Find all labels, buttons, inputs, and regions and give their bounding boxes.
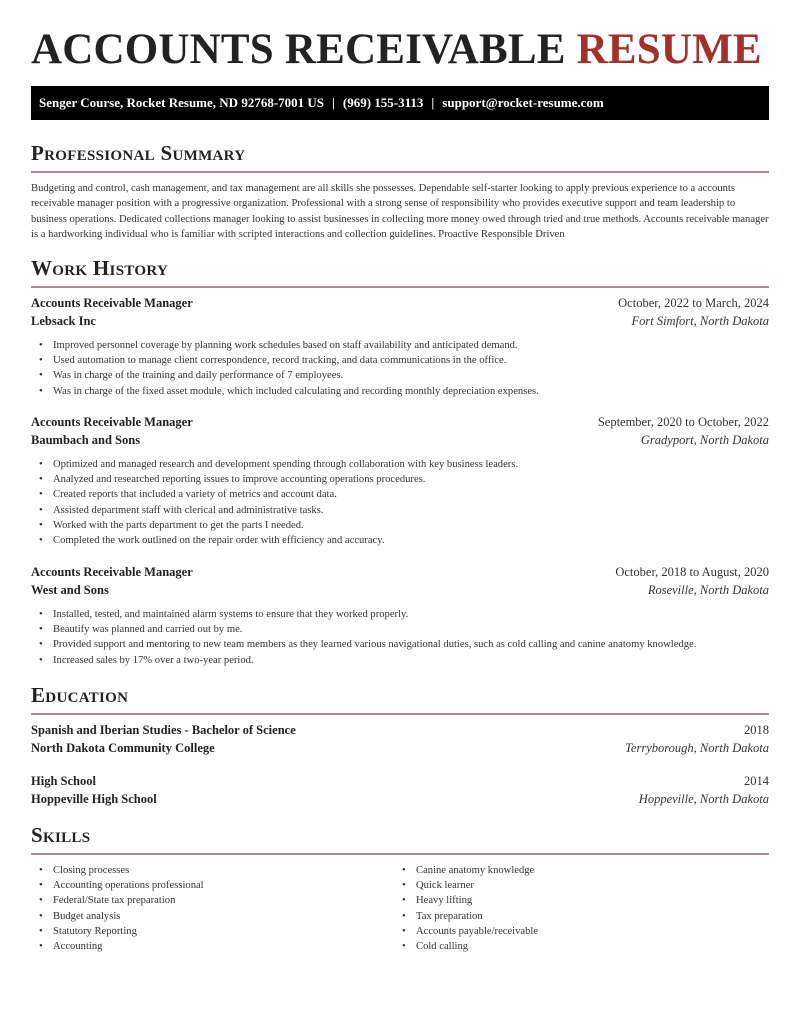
job-bullet: • Beautify was planned and carried out by me. bbox=[31, 622, 769, 637]
job-bullet: • Analyzed and researched reporting issues to improve accounting operations procedures. bbox=[31, 472, 769, 487]
job-bullet: • Completed the work outlined on the repair order with efficiency and accuracy. bbox=[31, 533, 769, 548]
skills-list-right bbox=[394, 863, 757, 954]
job-entry bbox=[31, 415, 769, 548]
education-degree: High School bbox=[31, 774, 96, 788]
job-entry bbox=[31, 565, 769, 668]
skills-heading: Skills bbox=[31, 823, 91, 847]
job-bullets bbox=[31, 457, 769, 548]
job-title: Accounts Receivable Manager bbox=[31, 296, 193, 310]
job-company: Lebsack Inc bbox=[31, 314, 96, 328]
job-bullet: • Improved personnel coverage by planning work schedules based on staff availability and anticipated demand. bbox=[31, 338, 769, 353]
title-main: ACCOUNTS RECEIVABLE bbox=[31, 26, 566, 73]
education-school: Hoppeville High School bbox=[31, 792, 157, 806]
resume-title bbox=[31, 28, 762, 71]
education-year: 2018 bbox=[744, 723, 769, 737]
job-title: Accounts Receivable Manager bbox=[31, 565, 193, 579]
job-dates: October, 2022 to March, 2024 bbox=[618, 296, 769, 310]
job-bullet: • Used automation to manage client correspondence, record tracking, and data communications in the office. bbox=[31, 353, 769, 368]
contact-bar bbox=[31, 86, 769, 120]
section-divider bbox=[31, 171, 769, 173]
contact-address: Senger Course, Rocket Resume, ND 92768-7001 US bbox=[39, 95, 325, 110]
job-location: Gradyport, North Dakota bbox=[640, 433, 769, 447]
job-company: Baumbach and Sons bbox=[31, 433, 141, 447]
skill-item: • Accounts payable/receivable bbox=[394, 924, 757, 939]
skill-item: • Statutory Reporting bbox=[31, 924, 394, 939]
skill-item: • Heavy lifting bbox=[394, 893, 757, 908]
section-divider bbox=[31, 713, 769, 715]
skill-item: • Tax preparation bbox=[394, 909, 757, 924]
skills-section bbox=[31, 825, 769, 954]
skills-columns bbox=[31, 863, 769, 954]
work-history-heading: Work History bbox=[31, 256, 169, 280]
job-bullet: • Worked with the parts department to get the parts I needed. bbox=[31, 518, 769, 533]
work-history-section bbox=[31, 258, 769, 288]
job-bullet: • Was in charge of the fixed asset module, which included calculating and recording monthly depreciation expenses. bbox=[31, 384, 769, 399]
job-bullet: • Installed, tested, and maintained alarm systems to ensure that they worked properly. bbox=[31, 607, 769, 622]
contact-email[interactable]: support@rocket-resume.com bbox=[442, 95, 604, 110]
skill-item: • Accounting bbox=[31, 939, 394, 954]
education-school: North Dakota Community College bbox=[31, 741, 215, 755]
section-divider bbox=[31, 853, 769, 855]
summary-heading: Professional Summary bbox=[31, 141, 246, 165]
job-bullets bbox=[31, 338, 769, 399]
job-bullet: • Created reports that included a variety of metrics and account data. bbox=[31, 487, 769, 502]
education-location: Terryborough, North Dakota bbox=[625, 741, 769, 755]
summary-text: Budgeting and control, cash management, and tax management are all skills she possesses. Dependable self-starter looking to apply previous experience to a accounts receivable manager position with a progressive organization. Professional with a strong sense of responsibility who provides executive support and team leadership to business operations. Dedicated collections manager looking to assist businesses in collecting more money owed through tried and true methods. Accounts receivable manager is a hardworking individual who is familiar with scripted interactions and collection guidelines. Proactive Responsible Driven bbox=[31, 183, 769, 240]
skill-item: • Closing processes bbox=[31, 863, 394, 878]
job-dates: October, 2018 to August, 2020 bbox=[615, 565, 769, 579]
skill-item: • Federal/State tax preparation bbox=[31, 893, 394, 908]
title-accent: RESUME bbox=[576, 26, 762, 73]
education-entry bbox=[31, 774, 769, 810]
education-entry bbox=[31, 723, 769, 759]
summary-section bbox=[31, 143, 769, 242]
contact-separator: | bbox=[332, 95, 335, 110]
skill-item: • Canine anatomy knowledge bbox=[394, 863, 757, 878]
education-year: 2014 bbox=[744, 774, 769, 788]
job-bullets bbox=[31, 607, 769, 668]
skill-item: • Accounting operations professional bbox=[31, 878, 394, 893]
job-location: Roseville, North Dakota bbox=[647, 583, 769, 597]
education-degree: Spanish and Iberian Studies - Bachelor of Science bbox=[31, 723, 296, 737]
skills-list-left bbox=[31, 863, 394, 954]
job-bullet: • Was in charge of the training and daily performance of 7 employees. bbox=[31, 368, 769, 383]
job-bullet: • Assisted department staff with clerical and administrative tasks. bbox=[31, 503, 769, 518]
education-heading: Education bbox=[31, 683, 129, 707]
job-company: West and Sons bbox=[31, 583, 109, 597]
job-location: Fort Simfort, North Dakota bbox=[631, 314, 769, 328]
skill-item: • Budget analysis bbox=[31, 909, 394, 924]
job-bullet: • Provided support and mentoring to new team members as they learned various navigational duties, such as cold calling and canine anatomy knowledge. bbox=[31, 637, 769, 652]
section-divider bbox=[31, 286, 769, 288]
skill-item: • Quick learner bbox=[394, 878, 757, 893]
job-entry bbox=[31, 296, 769, 399]
job-bullet: • Optimized and managed research and development spending through collaboration with key business leaders. bbox=[31, 457, 769, 472]
job-dates: September, 2020 to October, 2022 bbox=[597, 415, 769, 429]
job-bullet: • Increased sales by 17% over a two-year period. bbox=[31, 653, 769, 668]
contact-separator: | bbox=[431, 95, 435, 110]
education-location: Hoppeville, North Dakota bbox=[638, 792, 769, 806]
contact-phone[interactable]: (969) 155-3113 bbox=[342, 95, 424, 110]
job-title: Accounts Receivable Manager bbox=[31, 415, 193, 429]
education-section bbox=[31, 685, 769, 715]
skill-item: • Cold calling bbox=[394, 939, 757, 954]
